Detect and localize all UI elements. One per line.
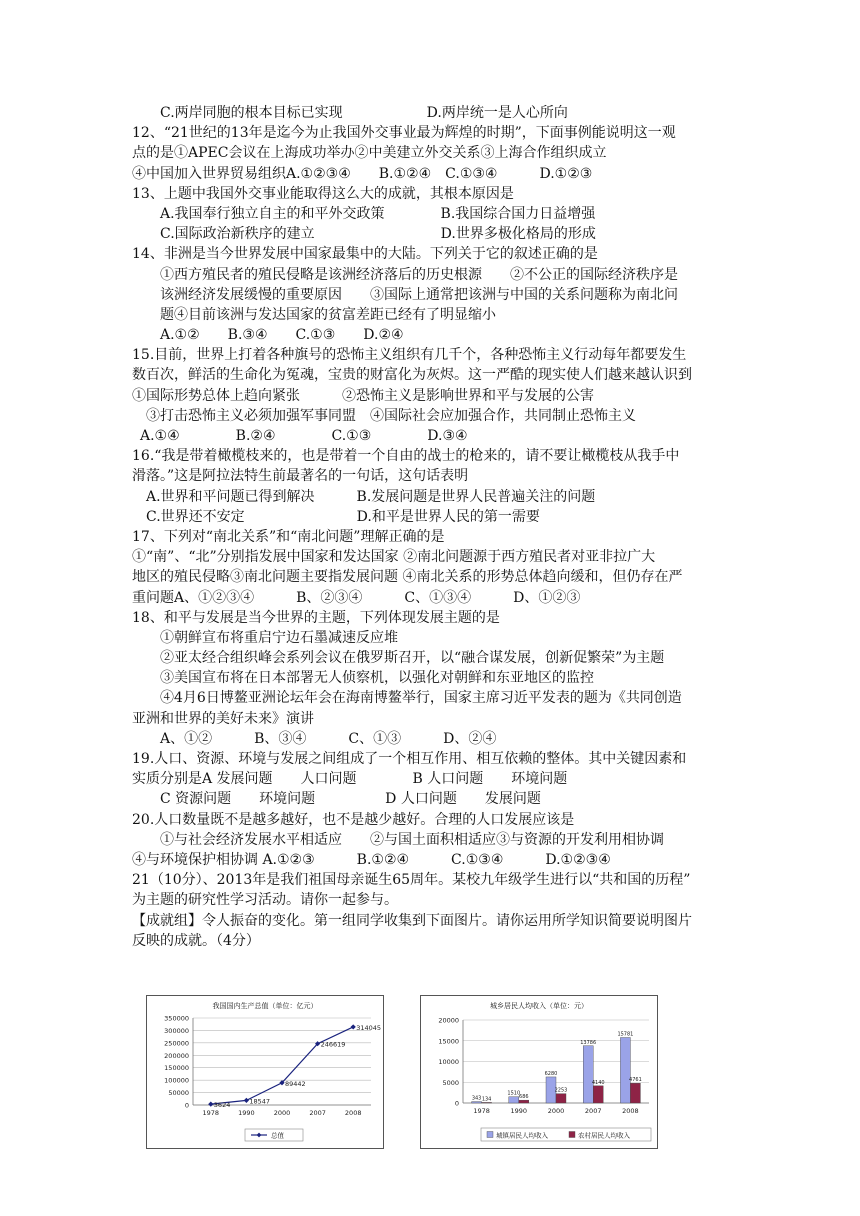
question-14-line: 14、非洲是当今世界发展中国家最集中的大陆。下列关于它的叙述正确的是 <box>132 246 598 263</box>
text-line: 重问题A、①②③④ B、②③④ C、①③④ D、①②③ <box>132 589 581 606</box>
y-tick-label: 0 <box>454 1099 459 1108</box>
section-heading-line: 【成就组】令人振奋的变化。第一组同学收集到下面图片。请你运用所学知识简要说明图片 <box>132 912 692 929</box>
question-13-line: 13、上题中我国外交事业能取得这么大的成就，其根本原因是 <box>132 185 514 202</box>
question-19-line: 19.人口、资源、环境与发展之间组成了一个相互作用、相互依赖的整体。其中关键因素和 <box>132 751 687 767</box>
bar <box>593 1086 603 1103</box>
bar-value-label: 2253 <box>554 1087 568 1094</box>
option-line: A.世界和平问题已得到解决 B.发展问题是世界人民普遍关注的问题 <box>146 488 596 505</box>
bar-value-label: 15781 <box>617 1031 634 1038</box>
bar <box>583 1046 593 1103</box>
data-label: 89442 <box>285 1079 306 1088</box>
data-point <box>244 1098 249 1103</box>
legend-swatch <box>487 1132 493 1138</box>
x-tick-label: 1978 <box>473 1107 490 1115</box>
bar <box>630 1083 640 1103</box>
option-line: C 资源问题 环境问题 D 人口问题 发展问题 <box>160 791 541 808</box>
option-line: C.世界还不安定 D.和平是世界人民的第一需要 <box>146 508 540 525</box>
question-21-line: 21（10分）、2013年是我们祖国母亲诞生65周年。某校九年级学生进行以“共和国的历程” <box>132 872 691 889</box>
option-line: C.国际政治新秩序的建立 D.世界多极化格局的形成 <box>160 226 596 243</box>
text-line: 亚洲和世界的美好未来》演讲 <box>132 710 314 727</box>
bar-value-label: 1510 <box>507 1090 521 1097</box>
text-line: ①国际形势总体上趋向紧张 ②恐怖主义是影响世界和平与发展的公害 <box>132 387 594 404</box>
text-line: 该洲经济发展缓慢的重要原因 ③国际上通常把该洲与中国的关系问题称为南北问 <box>160 286 678 303</box>
x-tick-label: 2008 <box>622 1107 639 1115</box>
x-tick-label: 2008 <box>344 1109 362 1117</box>
bar <box>556 1094 566 1103</box>
text-line: ③打击恐怖主义必须加强军事同盟 ④国际社会应加强合作，共同制止恐怖主义 <box>146 407 636 424</box>
text-line: ③美国宣布将在日本部署无人侦察机，以强化对朝鲜和东亚地区的监控 <box>160 670 594 687</box>
x-tick-label: 1978 <box>202 1109 220 1117</box>
text-line: ①朝鲜宣布将重启宁边石墨减速反应堆 <box>160 629 398 646</box>
income-chart-svg <box>421 996 657 1148</box>
chart-title: 城乡居民人均收入（单位：元） <box>490 1002 588 1010</box>
bar-value-label: 134 <box>481 1096 492 1103</box>
bar <box>482 1102 492 1103</box>
text-line: 为主题的研究性学习活动。请你一起参与。 <box>132 892 398 909</box>
data-label: 3624 <box>213 1101 231 1110</box>
data-label: 314045 <box>356 1023 382 1032</box>
text-line: ①与社会经济发展水平相适应 ②与国土面积相适应③与资源的开发利用相协调 <box>160 831 664 848</box>
x-tick-label: 1990 <box>510 1107 528 1115</box>
question-16-line: 16.“我是带着橄榄枝来的，也是带着一个自由的战士的枪来的，请不要让橄榄枝从我手中 <box>132 448 680 465</box>
bar <box>509 1097 519 1103</box>
bar <box>519 1100 529 1103</box>
text-line: ①“南”、“北”分别指发展中国家和发达国家 ②南北问题源于西方殖民者对亚非拉广大 <box>132 549 656 566</box>
data-label: 18547 <box>249 1097 271 1106</box>
x-tick-label: 2007 <box>584 1107 602 1115</box>
bar <box>472 1102 482 1103</box>
y-tick-label: 50000 <box>168 1089 189 1098</box>
y-tick-label: 250000 <box>164 1039 189 1048</box>
question-20-line: 20.人口数量既不是越多越好，也不是越少越好。合理的人口发展应该是 <box>132 811 575 828</box>
text-line: 滑落。”这是阿拉法特生前最著名的一句话，这句话表明 <box>132 468 469 485</box>
option-line: A.①② B.③④ C.①③ D.②④ <box>160 327 404 344</box>
text-line: 反映的成就。（4分） <box>132 932 260 949</box>
option-line: A.①④ B.②④ C.①③ D.③④ <box>140 428 468 444</box>
document-body <box>132 103 732 951</box>
y-tick-label: 150000 <box>164 1064 189 1073</box>
option-line: A、①② B、③④ C、①③ D、②④ <box>160 730 497 747</box>
bar-value-label: 686 <box>519 1094 529 1101</box>
question-18-line: 18、和平与发展是当今世界的主题，下列体现发展主题的是 <box>132 609 500 626</box>
bar-value-label: 4761 <box>629 1077 642 1084</box>
data-point <box>208 1101 213 1106</box>
bar-value-label: 13786 <box>580 1039 597 1046</box>
income-bar-chart <box>420 995 658 1149</box>
text-line: ④4月6日博鳌亚洲论坛年会在海南博鳌举行，国家主席习近平发表的题为《共同创造 <box>160 690 682 707</box>
legend-label: 总值 <box>271 1131 284 1140</box>
question-15-line: 15.目前，世界上打着各种旗号的恐怖主义组织有几千个，各种恐怖主义行动每年都要发生 <box>132 347 687 364</box>
y-tick-label: 300000 <box>164 1026 189 1035</box>
question-12-line: 12、“21世纪的13年是迄今为止我国外交事业最为辉煌的时期”，下面事例能说明这一观 <box>132 125 676 142</box>
bar-value-label: 343 <box>471 1095 482 1102</box>
y-tick-label: 350000 <box>164 1014 189 1023</box>
legend-label: 城镇居民人均收入 <box>496 1131 548 1140</box>
x-tick-label: 2007 <box>309 1109 326 1117</box>
text-line: ④中国加入世界贸易组织A.①②③④ B.①②④ C.①③④ D.①②③ <box>132 165 593 182</box>
gdp-line-chart <box>146 995 384 1149</box>
question-17-line: 17、下列对“南北关系”和“南北问题”理解正确的是 <box>132 528 445 545</box>
text-line: 题④目前该洲与发达国家的贫富差距已经有了明显缩小 <box>160 306 496 323</box>
data-label: 246619 <box>320 1040 346 1049</box>
x-tick-label: 2000 <box>547 1107 565 1115</box>
bar-value-label: 6280 <box>544 1070 558 1077</box>
charts-row <box>146 995 720 1149</box>
text-line: 点的是①APEC会议在上海成功举办②中美建立外交关系③上海合作组织成立 <box>132 145 607 162</box>
text-line: 实质分别是A 发展问题 人口问题 B 人口问题 环境问题 <box>132 771 568 788</box>
bar-value-label: 4140 <box>591 1079 605 1086</box>
text-line: ④与环境保护相协调 A.①②③ B.①②④ C.①③④ D.①②③④ <box>132 851 611 868</box>
gdp-chart-svg <box>147 996 383 1148</box>
y-tick-label: 200000 <box>164 1051 189 1060</box>
y-tick-label: 0 <box>184 1101 189 1110</box>
text-line: 数百次，鲜活的生命化为冤魂，宝贵的财富化为灰烬。这一严酷的现实使人们越来越认识到 <box>132 367 692 384</box>
x-tick-label: 1990 <box>238 1109 255 1117</box>
legend-label: 农村居民人均收入 <box>578 1131 630 1140</box>
text-line: C.两岸同胞的根本目标已实现 D.两岸统一是人心所向 <box>160 105 568 121</box>
bar <box>620 1038 630 1103</box>
legend-swatch <box>569 1132 575 1138</box>
option-line: A.我国奉行独立自主的和平外交政策 B.我国综合国力日益增强 <box>160 205 596 222</box>
y-tick-label: 10000 <box>438 1058 459 1066</box>
x-tick-label: 2000 <box>273 1109 291 1117</box>
y-tick-label: 15000 <box>438 1037 459 1046</box>
y-tick-label: 100000 <box>164 1076 189 1085</box>
y-tick-label: 20000 <box>438 1016 459 1025</box>
text-line: 地区的殖民侵略③南北问题主要指发展问题 ④南北关系的形势总体趋向缓和，但仍存在严 <box>132 569 683 586</box>
text-line: ②亚太经合组织峰会系列会议在俄罗斯召开，以“融合谋发展，创新促繁荣”为主题 <box>160 650 665 667</box>
chart-title: 我国国内生产总值（单位：亿元） <box>212 1002 318 1010</box>
y-tick-label: 5000 <box>442 1078 459 1087</box>
data-point <box>351 1024 356 1029</box>
text-line: ①西方殖民者的殖民侵略是该洲经济落后的历史根源 ②不公正的国际经济秩序是 <box>160 266 678 283</box>
